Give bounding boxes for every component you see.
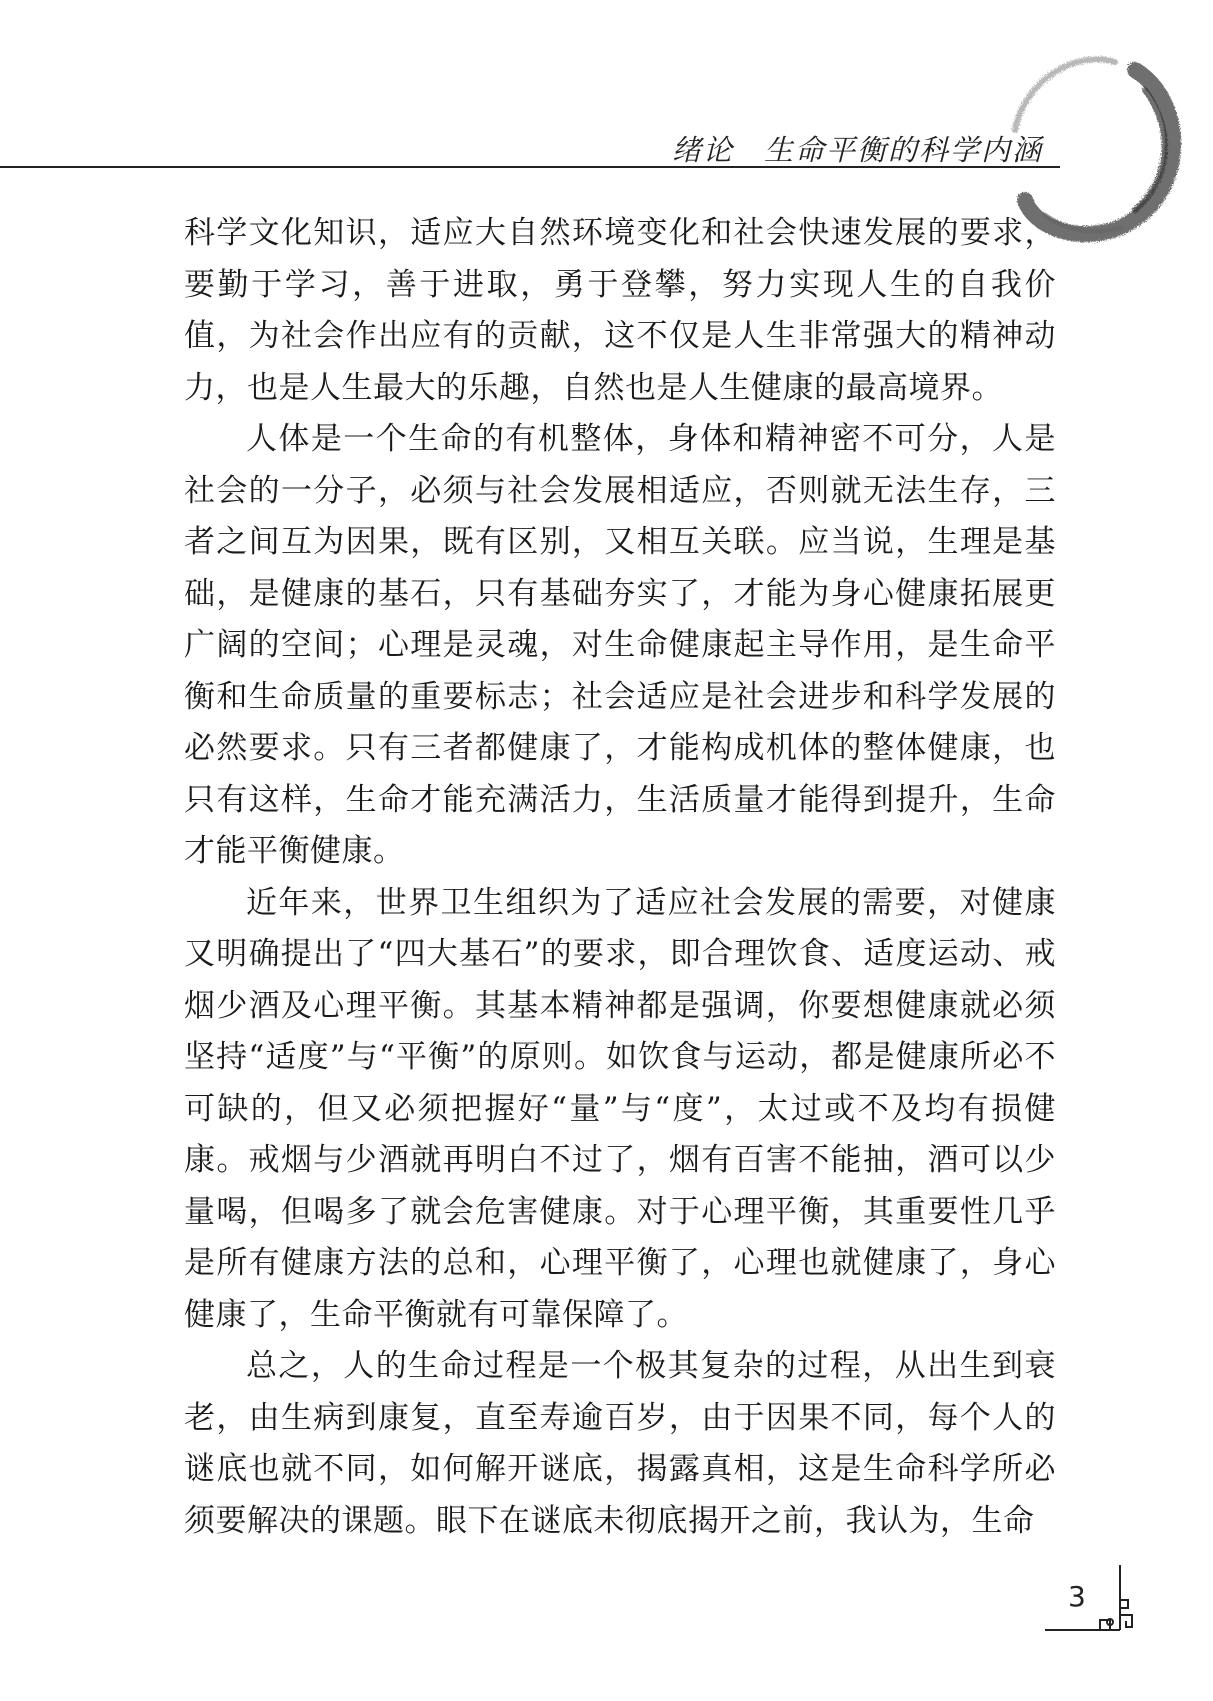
header-title: 生命平衡的科学内涵: [763, 133, 1043, 167]
paragraph-1: 科学文化知识，适应大自然环境变化和社会快速发展的要求，要勤于学习，善于进取，勇于登攀，努力实现人生的自我价值，为社会作出应有的贡献，这不仅是人生非常强大的精神动力，也是人生最大的乐趣，自然也是人生健康的最高境界。: [184, 215, 1056, 406]
page-number: 3: [1068, 1580, 1086, 1613]
paragraph-2: 人体是一个生命的有机整体，身体和精神密不可分，人是社会的一分子，必须与社会发展相适应，否则就无法生存，三者之间互为因果，既有区别，又相互关联。应当说，生理是基础，是健康的基石，只有基础夯实了，才能为身心健康拓展更广阔的空间；心理是灵魂，对生命健康起主导作用，是生命平衡和生命质量的重要标志；社会适应是社会进步和科学发展的必然要求。只有三者都健康了，才能构成机体的整体健康，也只有这样，生命才能充满活力，生活质量才能得到提升，生命才能平衡健康。: [184, 421, 1056, 869]
body-text: [184, 208, 1056, 1547]
header-chapter: 绪论: [671, 133, 734, 167]
running-header: [672, 128, 1043, 169]
page-corner-ornament: [1040, 1560, 1150, 1650]
paragraph-3: 近年来，世界卫生组织为了适应社会发展的需要，对健康又明确提出了“四大基石”的要求，即合理饮食、适度运动、戒烟少酒及心理平衡。其基本精神都是强调，你要想健康就必须坚持“适度”与“平衡”的原则。如饮食与运动，都是健康所必不可缺的，但又必须把握好“量”与“度”，太过或不及均有损健康。戒烟与少酒就再明白不过了，烟有百害不能抽，酒可以少量喝，但喝多了就会危害健康。对于心理平衡，其重要性几乎是所有健康方法的总和，心理平衡了，心理也就健康了，身心健康了，生命平衡就有可靠保障了。: [184, 884, 1056, 1333]
paragraph-4: 总之，人的生命过程是一个极其复杂的过程，从出生到衰老，由生病到康复，直至寿逾百岁，由于因果不同，每个人的谜底也就不同，如何解开谜底，揭露真相，这是生命科学所必须要解决的课题。眼下在谜底未彻底揭开之前，我认为，生命: [184, 1348, 1056, 1539]
